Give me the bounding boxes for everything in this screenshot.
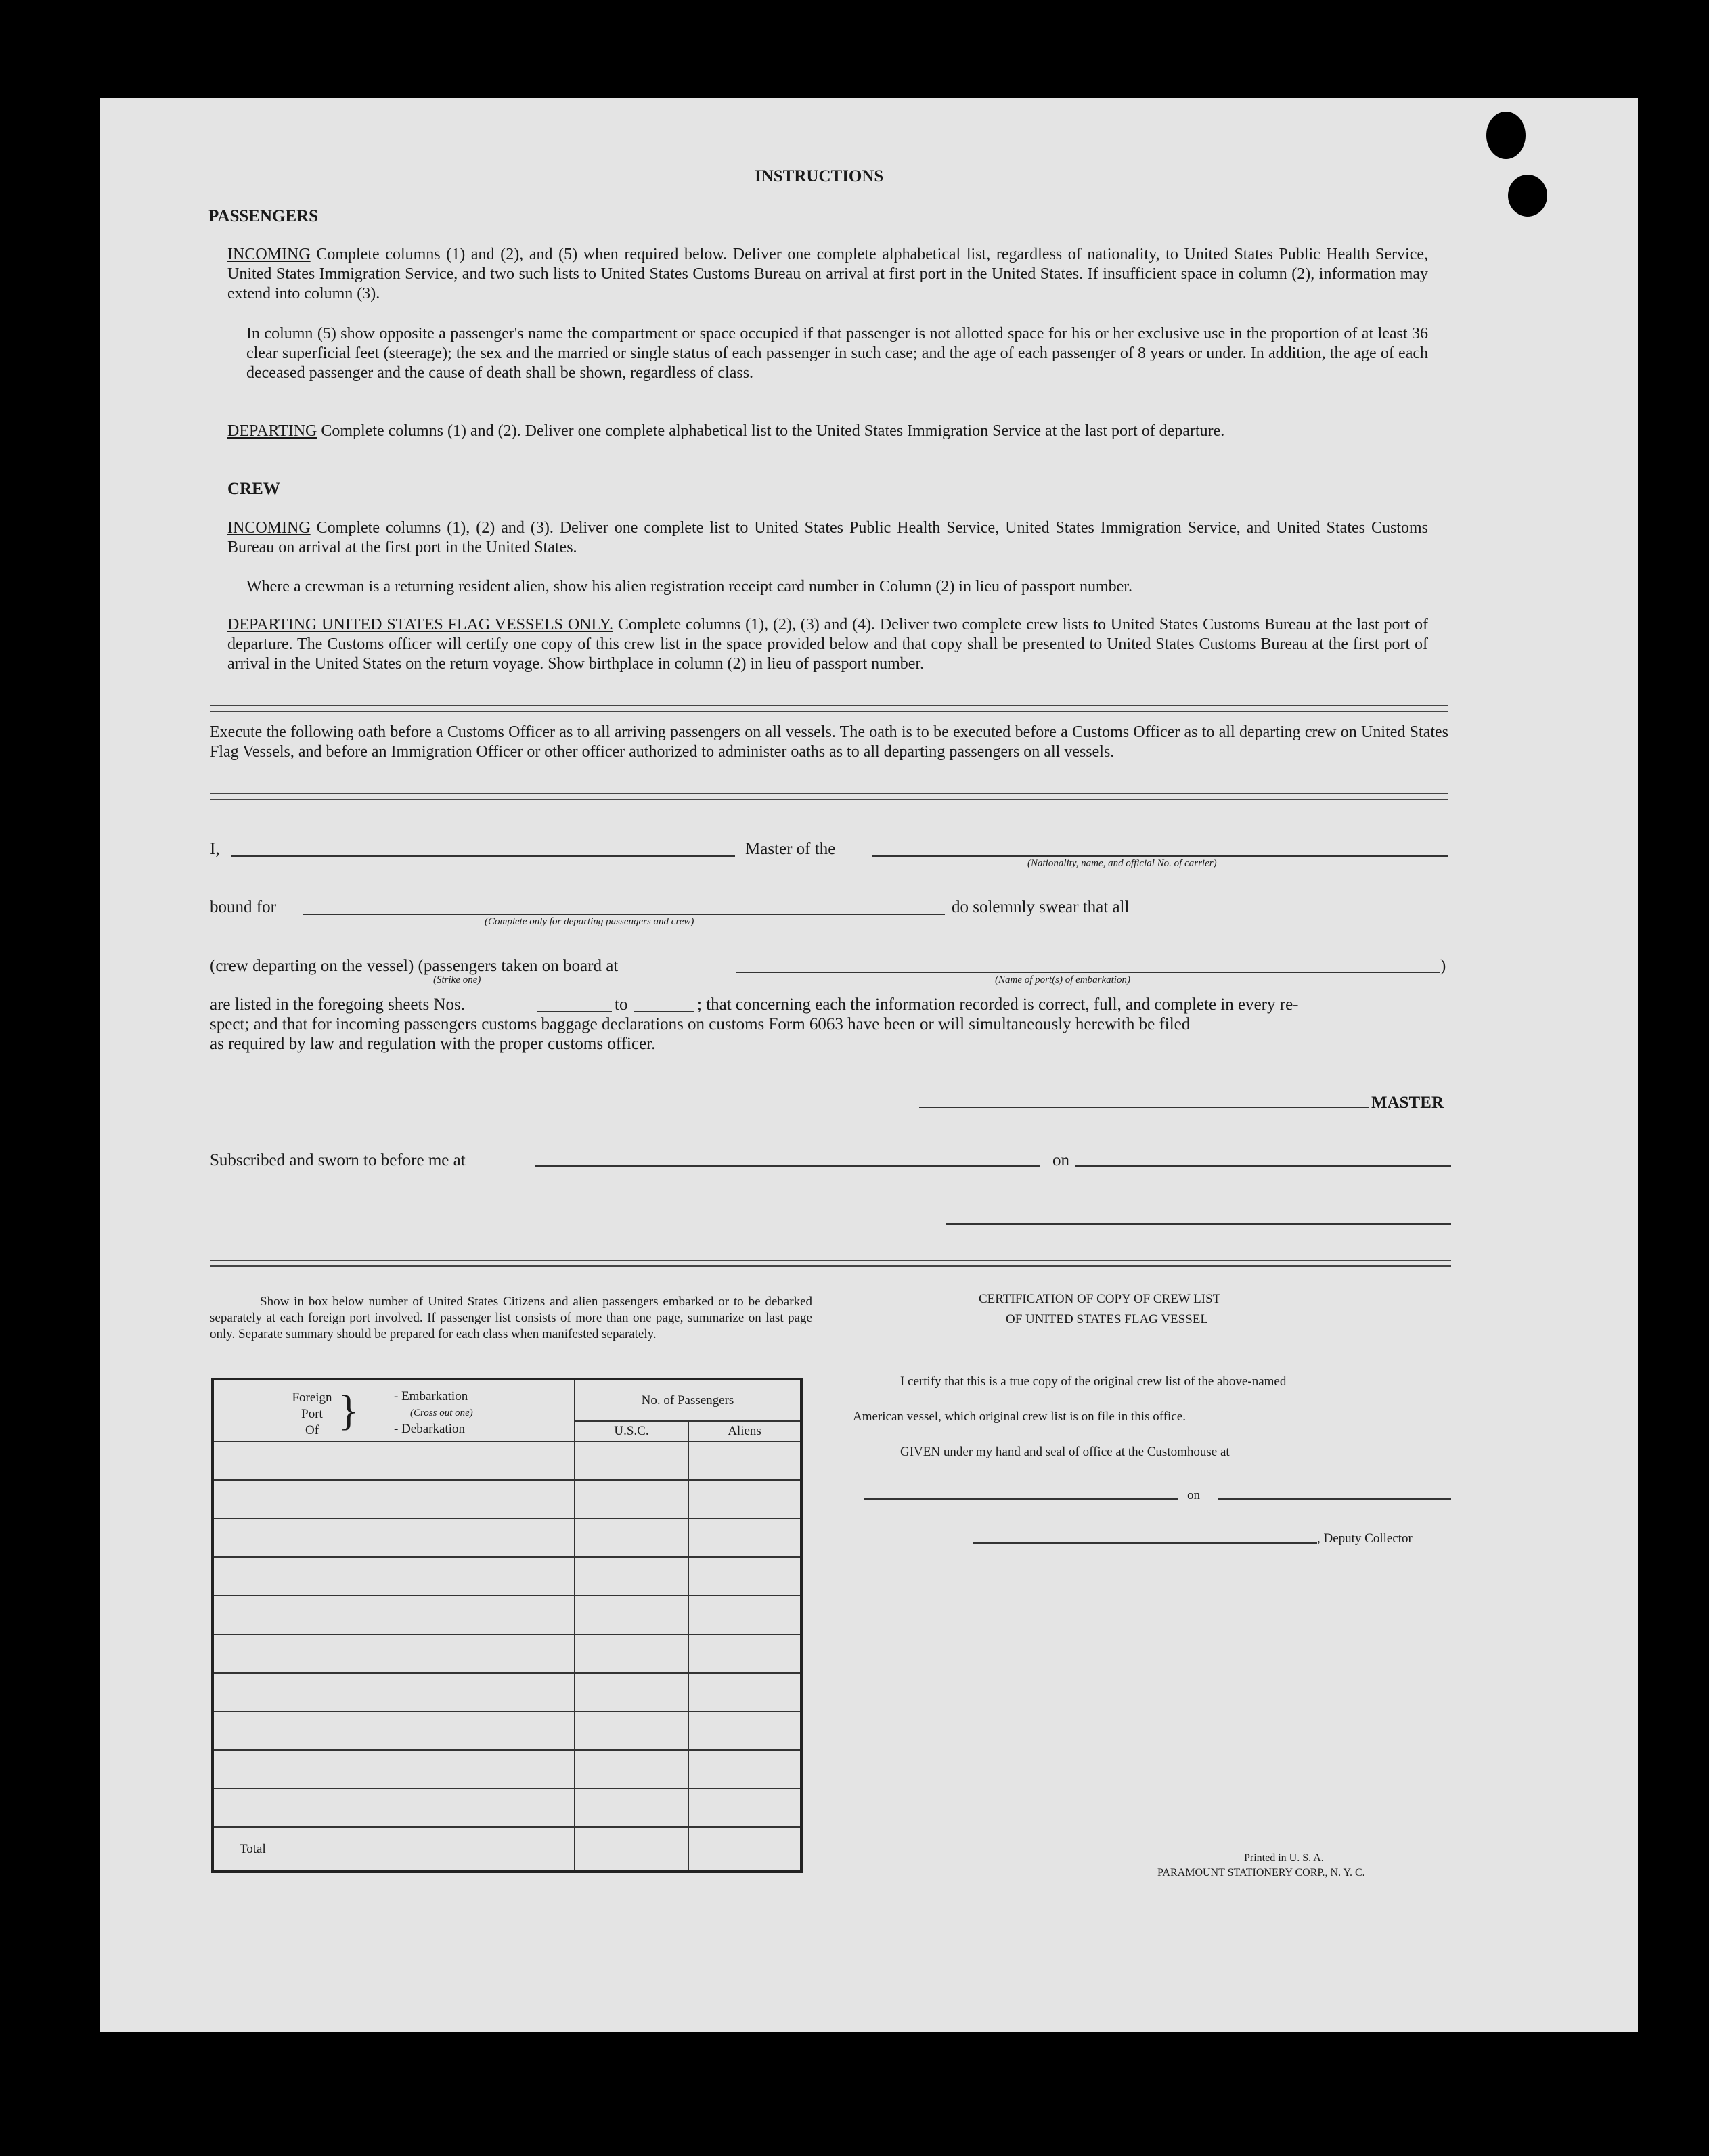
aliens-cell[interactable] xyxy=(688,1441,801,1480)
cross-out-note: (Cross out one) xyxy=(410,1408,473,1418)
printer-line-1: Printed in U. S. A. xyxy=(1244,1852,1324,1864)
master-signature-line[interactable] xyxy=(919,1107,1369,1108)
passengers-departing xyxy=(227,422,1428,441)
port-cell[interactable] xyxy=(213,1789,575,1827)
no-passengers-header: No. of Passengers xyxy=(575,1379,801,1421)
usc-cell[interactable] xyxy=(575,1634,688,1673)
aliens-cell[interactable] xyxy=(688,1596,801,1634)
aliens-header: Aliens xyxy=(688,1421,801,1441)
usc-total-cell[interactable] xyxy=(575,1827,688,1872)
incoming-label: INCOMING xyxy=(227,246,311,263)
carrier-line[interactable] xyxy=(872,855,1448,857)
swear-label: do solemnly swear that all xyxy=(952,898,1130,916)
deputy-signature-line[interactable] xyxy=(973,1542,1317,1544)
brace: } xyxy=(338,1388,359,1434)
port-label: Port xyxy=(301,1407,323,1421)
divider xyxy=(210,705,1448,712)
usc-cell[interactable] xyxy=(575,1711,688,1750)
strike-one-note: (Strike one) xyxy=(433,974,481,985)
sheet-from-line[interactable] xyxy=(537,1011,612,1012)
table-row xyxy=(213,1789,801,1827)
aliens-cell[interactable] xyxy=(688,1789,801,1827)
port-cell[interactable] xyxy=(213,1750,575,1789)
port-cell[interactable] xyxy=(213,1557,575,1596)
deputy-collector-label: , Deputy Collector xyxy=(1317,1531,1413,1546)
table-row xyxy=(213,1750,801,1789)
crew-heading: CREW xyxy=(227,480,280,498)
port-header-cell xyxy=(213,1379,575,1441)
subscribed-label: Subscribed and sworn to before me at xyxy=(210,1151,466,1169)
master-of-the-label: Master of the xyxy=(745,840,836,858)
subscribed-date-line[interactable] xyxy=(1075,1165,1451,1167)
crew-passengers-label: (crew departing on the vessel) (passengers taken on board at xyxy=(210,957,619,975)
aliens-total-cell[interactable] xyxy=(688,1827,801,1872)
passengers-incoming xyxy=(227,245,1428,304)
incoming-text: Complete columns (1) and (2), and (5) when required below. Deliver one complete alphabetical list, regardless of nationality, to United States Public Health Service, United States Immigration Service, and two such lists to United States Customs Bureau on arrival at first port in the United States. If insufficient space in column (2), information may extend into column (3). xyxy=(227,246,1429,302)
port-cell[interactable] xyxy=(213,1519,575,1557)
master-label: MASTER xyxy=(1371,1094,1444,1112)
ports-note: (Name of port(s) of embarkation) xyxy=(995,974,1130,985)
aliens-cell[interactable] xyxy=(688,1750,801,1789)
aliens-cell[interactable] xyxy=(688,1673,801,1711)
aliens-cell[interactable] xyxy=(688,1711,801,1750)
bound-for-note: (Complete only for departing passengers and crew) xyxy=(485,916,694,927)
divider xyxy=(210,1260,1451,1267)
usc-cell[interactable] xyxy=(575,1519,688,1557)
listed-label: are listed in the foregoing sheets Nos. xyxy=(210,995,465,1014)
crew-incoming-text: Complete columns (1), (2) and (3). Deliver one complete list to United States Public Health Service, United States Immigration Service, and United States Customs Bureau on arrival at the first port in the United States. xyxy=(227,519,1429,556)
printer-line-2: PARAMOUNT STATIONERY CORP., N. Y. C. xyxy=(1157,1867,1365,1879)
oath-i-label: I, xyxy=(210,840,220,858)
crew-departing-text: Complete columns (1), (2), (3) and (4). Deliver two complete crew lists to United States Customs Bureau at the last port of departure. The Customs officer will certify one copy of this crew list in the space provided below and that copy shall be presented to United States Customs Bureau at the first port of arrival in the United States on the return voyage. Show birthplace in column (2) in lieu of passport number. xyxy=(227,616,1429,673)
usc-cell[interactable] xyxy=(575,1441,688,1480)
passengers-heading: PASSENGERS xyxy=(208,207,319,225)
port-cell[interactable] xyxy=(213,1634,575,1673)
listed-text-3: as required by law and regulation with the proper customs officer. xyxy=(210,1035,656,1053)
departing-text: Complete columns (1) and (2). Deliver one complete alphabetical list to the United States Immigration Service at the last port of departure. xyxy=(321,422,1225,440)
sheet-to-line[interactable] xyxy=(634,1011,694,1012)
table-row xyxy=(213,1634,801,1673)
table-row xyxy=(213,1557,801,1596)
table-row xyxy=(213,1711,801,1750)
officer-signature-line[interactable] xyxy=(946,1223,1451,1225)
embarkation-port-line[interactable] xyxy=(736,972,1440,973)
table-row xyxy=(213,1673,801,1711)
table-row xyxy=(213,1441,801,1480)
embarkation-label: - Embarkation xyxy=(394,1389,468,1403)
total-row xyxy=(213,1827,801,1872)
aliens-cell[interactable] xyxy=(688,1557,801,1596)
summary-note: Show in box below number of United States Citizens and alien passengers embarked or to be debarked separately at each foreign port involved. If passenger list consists of more than one page, summarize on last page only. Separate summary should be prepared for each class when manifested separately. xyxy=(210,1295,812,1341)
debarkation-label: - Debarkation xyxy=(394,1422,465,1436)
usc-header: U.S.C. xyxy=(575,1421,688,1441)
departing-label: DEPARTING xyxy=(227,422,317,440)
crew-departing-label: DEPARTING UNITED STATES FLAG VESSELS ONLY. xyxy=(227,616,613,633)
crew-incoming-label: INCOMING xyxy=(227,519,311,537)
of-label: Of xyxy=(305,1423,319,1437)
aliens-cell[interactable] xyxy=(688,1480,801,1519)
summary-table xyxy=(211,1378,803,1873)
subscribed-place-line[interactable] xyxy=(535,1165,1040,1167)
usc-cell[interactable] xyxy=(575,1789,688,1827)
table-row xyxy=(213,1519,801,1557)
usc-cell[interactable] xyxy=(575,1596,688,1634)
usc-cell[interactable] xyxy=(575,1557,688,1596)
port-cell[interactable] xyxy=(213,1596,575,1634)
punch-hole xyxy=(1508,175,1547,217)
certification-line-2: American vessel, which original crew list is on file in this office. xyxy=(853,1410,1186,1424)
usc-cell[interactable] xyxy=(575,1480,688,1519)
listed-to-label: to xyxy=(615,995,628,1014)
customhouse-line[interactable] xyxy=(864,1498,1178,1500)
certification-title-1: CERTIFICATION OF COPY OF CREW LIST xyxy=(979,1292,1221,1306)
listed-text-2: spect; and that for incoming passengers customs baggage declarations on customs Form 6063 have been or will simultaneously herewith be filed xyxy=(210,1015,1191,1033)
certification-date-line[interactable] xyxy=(1218,1498,1451,1500)
column5-paragraph: In column (5) show opposite a passenger's name the compartment or space occupied if that passenger is not allotted space for his or her exclusive use in the proportion of at least 36 clear superficial feet (steerage); the sex and the married or single status of each passenger in such case; and the age of each passenger of 8 years or under. In addition, the age of each deceased passenger and the cause of death shall be shown, regardless of class. xyxy=(246,325,1428,382)
port-cell[interactable] xyxy=(213,1673,575,1711)
usc-cell[interactable] xyxy=(575,1673,688,1711)
certification-line-3: GIVEN under my hand and seal of office at the Customhouse at xyxy=(900,1445,1230,1459)
certification-line-1: I certify that this is a true copy of the original crew list of the above-named xyxy=(900,1374,1287,1389)
listed-text-1: ; that concerning each the information recorded is correct, full, and complete in every re- xyxy=(697,995,1299,1014)
certification-on-label: on xyxy=(1187,1488,1200,1502)
master-name-line[interactable] xyxy=(231,855,735,857)
aliens-cell[interactable] xyxy=(688,1519,801,1557)
certification-title-2: OF UNITED STATES FLAG VESSEL xyxy=(1006,1312,1208,1326)
oath-intro: Execute the following oath before a Customs Officer as to all arriving passengers on all vessels. The oath is to be executed before a Customs Officer as to all departing crew on United States Flag Vessels, and before an Immigration Officer or other officer authorized to administer oaths as to all departing passengers on all vessels. xyxy=(210,723,1448,761)
bound-for-line[interactable] xyxy=(303,914,945,915)
bound-for-label: bound for xyxy=(210,898,276,916)
close-paren: ) xyxy=(1440,957,1446,975)
page-title: INSTRUCTIONS xyxy=(755,167,884,185)
divider xyxy=(210,793,1448,800)
crew-departing xyxy=(227,615,1428,674)
table-row xyxy=(213,1480,801,1519)
foreign-label: Foreign xyxy=(292,1391,332,1405)
port-cell[interactable] xyxy=(213,1711,575,1750)
punch-hole xyxy=(1486,112,1526,159)
crew-incoming xyxy=(227,518,1428,558)
usc-cell[interactable] xyxy=(575,1750,688,1789)
subscribed-on-label: on xyxy=(1052,1151,1069,1169)
port-cell[interactable] xyxy=(213,1441,575,1480)
aliens-cell[interactable] xyxy=(688,1634,801,1673)
table-row xyxy=(213,1596,801,1634)
total-label: Total xyxy=(213,1827,575,1872)
carrier-note: (Nationality, name, and official No. of carrier) xyxy=(1027,858,1217,869)
port-cell[interactable] xyxy=(213,1480,575,1519)
resident-alien-paragraph: Where a crewman is a returning resident alien, show his alien registration receipt card number in Column (2) in lieu of passport number. xyxy=(246,578,1132,596)
